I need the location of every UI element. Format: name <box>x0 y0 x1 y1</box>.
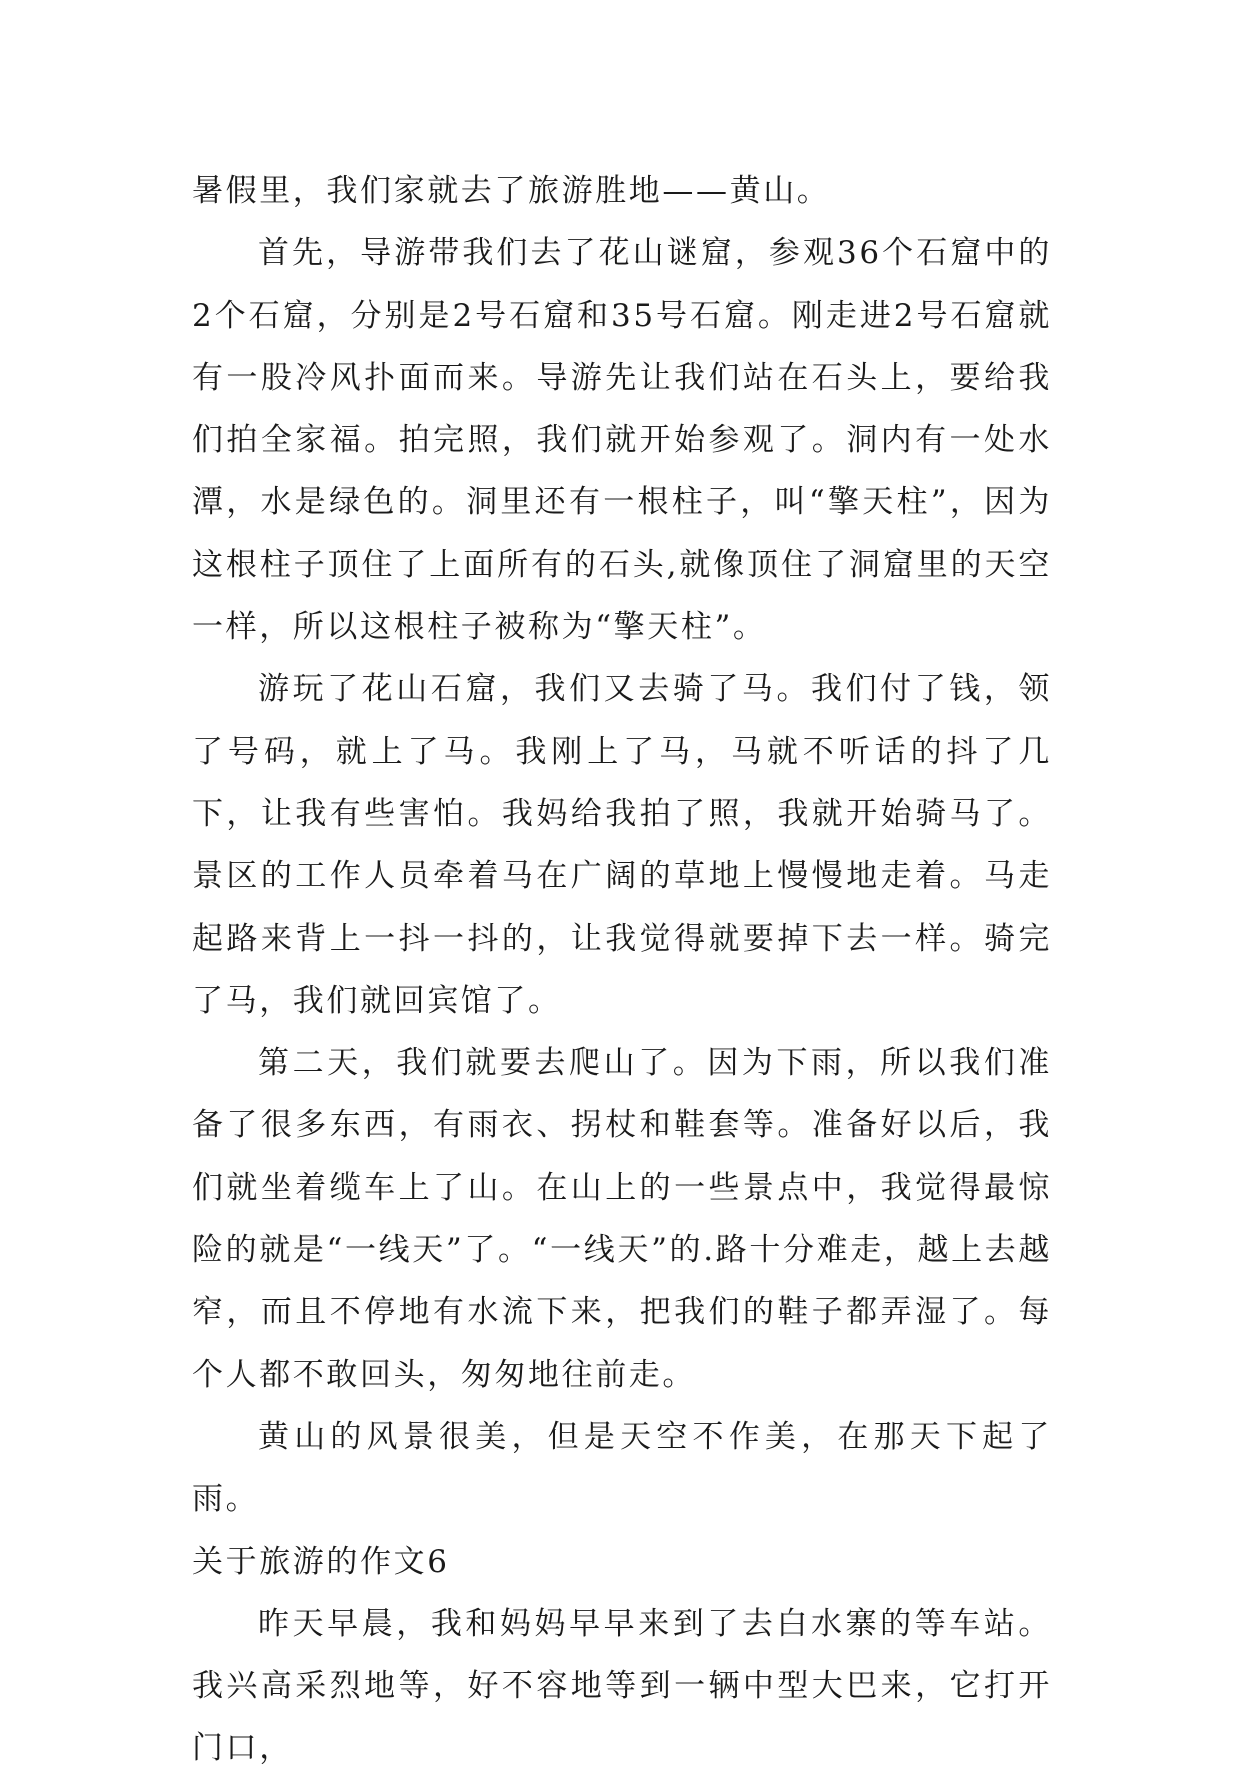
paragraph-horse-riding: 游玩了花山石窟，我们又去骑了马。我们付了钱，领了号码，就上了马。我刚上了马，马就不听话的抖了几下，让我有些害怕。我妈给我拍了照，我就开始骑马了。景区的工作人员牵着马在广阔的草地上慢慢地走着。马走起路来背上一抖一抖的，让我觉得就要掉下去一样。骑完了马，我们就回宾馆了。 <box>192 671 1052 1019</box>
paragraph-grottoes: 首先，导游带我们去了花山谜窟，参观36个石窟中的2个石窟，分别是2号石窟和35号石窟。刚走进2号石窟就有一股冷风扑面而来。导游先让我们站在石头上，要给我们拍全家福。拍完照，我们就开始参观了。洞内有一处水潭，水是绿色的。洞里还有一根柱子，叫“擎天柱”，因为这根柱子顶住了上面所有的石头,就像顶住了洞窟里的天空一样，所以这根柱子被称为“擎天柱”。 <box>192 235 1052 646</box>
paragraph-next-essay: 昨天早晨，我和妈妈早早来到了去白水寨的等车站。我兴高采烈地等，好不容地等到一辆中型大巴来，它打开门口， <box>192 1605 1052 1767</box>
document-body <box>192 160 1052 1780</box>
section-title: 关于旅游的作文6 <box>192 1543 450 1580</box>
paragraph-conclusion: 黄山的风景很美，但是天空不作美，在那天下起了雨。 <box>192 1418 1052 1518</box>
paragraph-intro: 暑假里，我们家就去了旅游胜地——黄山。 <box>192 173 831 209</box>
paragraph-mountain-climb: 第二天，我们就要去爬山了。因为下雨，所以我们准备了很多东西，有雨衣、拐杖和鞋套等。准备好以后，我们就坐着缆车上了山。在山上的一些景点中，我觉得最惊险的就是“一线天”了。“一线天”的.路十分难走，越上去越窄，而且不停地有水流下来，把我们的鞋子都弄湿了。每个人都不敢回头，匆匆地往前走。 <box>192 1045 1052 1393</box>
